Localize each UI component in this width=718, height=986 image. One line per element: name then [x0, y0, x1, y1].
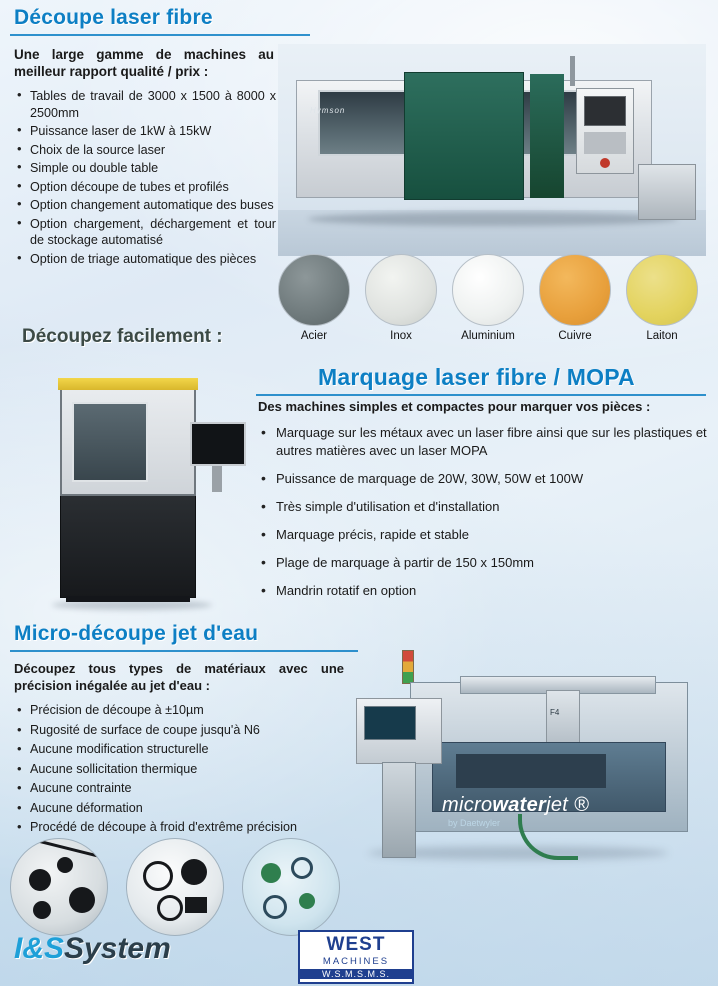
waterjet-intro-text: Découpez tous types de matériaux avec une précision inégalée au jet d'eau :	[14, 661, 344, 693]
laser-feature-list	[14, 88, 276, 269]
sample-ring	[291, 857, 313, 879]
sample-parts-row	[4, 838, 344, 938]
materials-row	[278, 254, 706, 352]
sample-dot	[261, 863, 281, 883]
sample-dot	[181, 859, 207, 885]
sample-ring	[143, 861, 173, 891]
sample-ring	[157, 895, 183, 921]
material-label: Cuivre	[558, 330, 592, 342]
machine-feet	[66, 596, 190, 602]
list-item: • Tables de travail de 3000 x 1500 à 8000 x 2500mm	[14, 88, 276, 121]
section-rule-laser	[10, 34, 310, 36]
list-item: • Plage de marquage à partir de 150 x 150mm	[258, 554, 708, 572]
machine-brand	[442, 794, 589, 817]
machine-green-housing	[404, 72, 524, 200]
list-item: • Aucune contrainte	[14, 780, 354, 798]
laser-marking-machine-photo	[42, 368, 252, 606]
list-item: • Très simple d'utilisation et d'installation	[258, 498, 708, 516]
sample-dot	[33, 901, 51, 919]
section-title-waterjet: Micro-découpe jet d'eau	[14, 622, 259, 645]
list-item: • Rugosité de surface de coupe jusqu'à N6	[14, 722, 354, 740]
section-rule-waterjet	[10, 650, 358, 652]
logo-line-3: W.S.M.S.M.S.	[300, 969, 412, 979]
machine-arm	[570, 56, 575, 86]
material-inox	[365, 254, 437, 342]
list-item: • Option de triage automatique des pièces	[14, 251, 276, 268]
emergency-stop-icon	[600, 158, 610, 168]
sample-photo-3	[242, 838, 340, 936]
list-item: • Option découpe de tubes et profilés	[14, 179, 276, 196]
cutting-head	[546, 690, 580, 744]
sample-dot	[29, 869, 51, 891]
material-swatch	[626, 254, 698, 326]
sample-dot	[299, 893, 315, 909]
brand-part-micro: micro	[442, 794, 493, 816]
list-item: • Option changement automatique des buses	[14, 197, 276, 214]
list-item: • Puissance laser de 1kW à 15kW	[14, 123, 276, 140]
material-label: Acier	[300, 330, 328, 342]
material-swatch	[278, 254, 350, 326]
machine-window	[72, 402, 148, 482]
sample-dot	[57, 857, 73, 873]
machine-base-cabinet	[60, 492, 196, 598]
logo-line-1: WEST	[326, 934, 386, 955]
machine-column	[382, 762, 416, 858]
materials-heading: Découpez facilement :	[22, 326, 223, 347]
material-label: Laiton	[646, 330, 678, 342]
brand-part-water: water	[492, 794, 547, 816]
machine-keypad	[584, 132, 626, 154]
material-swatch	[539, 254, 611, 326]
list-item: • Marquage précis, rapide et stable	[258, 526, 708, 544]
waterjet-machine-photo	[348, 646, 708, 868]
footer-brand-prefix: I&S	[14, 932, 65, 965]
machine-rail-exit	[638, 164, 696, 220]
list-item: • Marquage sur les métaux avec un laser fibre ainsi que sur les plastiques et autres matières avec un laser MOPA	[258, 424, 708, 460]
marking-feature-list	[258, 424, 708, 610]
material-laiton	[626, 254, 698, 342]
waterjet-feature-list	[14, 702, 354, 839]
machine-monitor	[190, 422, 246, 466]
material-acier	[278, 254, 350, 342]
list-item: • Aucune sollicitation thermique	[14, 761, 354, 779]
footer-brand-main: System	[64, 932, 171, 965]
west-machines-logo	[298, 930, 414, 984]
sample-bar	[185, 897, 207, 913]
material-label: Inox	[390, 330, 412, 342]
footer-brand	[14, 932, 171, 966]
list-item: • Choix de la source laser	[14, 142, 276, 159]
machine-brand-sub: by Daetwyler	[448, 818, 501, 828]
list-item: • Option chargement, déchargement et tour de stockage automatisé	[14, 216, 276, 249]
list-item: • Puissance de marquage de 20W, 30W, 50W et 100W	[258, 470, 708, 488]
sample-dot	[69, 887, 95, 913]
list-item: • Simple ou double table	[14, 160, 276, 177]
laser-cutting-machine-photo	[278, 44, 706, 256]
sample-ring	[263, 895, 287, 919]
section-rule-marking	[256, 394, 706, 396]
photo-shadow	[308, 212, 678, 226]
material-swatch	[365, 254, 437, 326]
machine-screen	[584, 96, 626, 126]
list-item: • Mandrin rotatif en option	[258, 582, 708, 600]
machine-tank-inner	[456, 754, 606, 788]
list-item: • Précision de découpe à ±10µm	[14, 702, 354, 720]
logo-line-2: MACHINES	[322, 956, 390, 967]
sample-photo-1	[10, 838, 108, 936]
material-label: Aluminium	[461, 330, 515, 342]
list-item: • Aucune déformation	[14, 800, 354, 818]
material-aluminium	[452, 254, 524, 342]
marking-intro-text: Des machines simples et compactes pour marquer vos pièces :	[258, 399, 651, 414]
section-title-marking: Marquage laser fibre / MOPA	[318, 364, 635, 390]
sample-photo-2	[126, 838, 224, 936]
monitor-stand	[212, 466, 222, 492]
material-swatch	[452, 254, 524, 326]
machine-logo: Hymson	[310, 106, 346, 115]
section-title-laser: Découpe laser fibre	[14, 6, 213, 29]
laser-intro-text: Une large gamme de machines au meilleur rapport qualité / prix :	[14, 47, 274, 79]
signal-tower-icon	[402, 650, 414, 684]
sample-line	[18, 838, 102, 858]
list-item: • Procédé de découpe à froid d'extrême précision	[14, 819, 354, 837]
machine-top-band	[58, 378, 198, 390]
machine-screen	[364, 706, 416, 740]
brand-part-jet: jet ®	[546, 794, 590, 816]
material-cuivre	[539, 254, 611, 342]
list-item: • Aucune modification structurelle	[14, 741, 354, 759]
machine-green-housing-2	[530, 74, 564, 198]
cutting-head-label: F4	[550, 708, 560, 717]
